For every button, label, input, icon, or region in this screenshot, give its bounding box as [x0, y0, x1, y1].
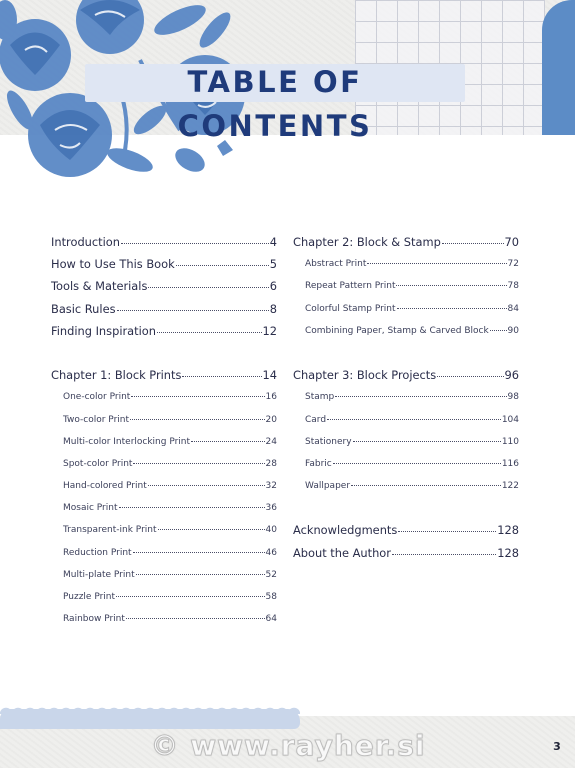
toc-entry-label: About the Author [293, 545, 391, 560]
toc-entry-page: 72 [507, 259, 519, 270]
toc-entry-label: Abstract Print [305, 259, 367, 270]
toc-entry-label: Colorful Stamp Print [305, 303, 396, 314]
toc-entry-stationery[interactable] [293, 431, 519, 453]
dot-leader [130, 411, 265, 419]
toc-entry-transparent-ink-print[interactable] [51, 519, 277, 541]
toc-entry-chapter-2-block-and-stamp[interactable] [293, 231, 519, 253]
toc-entry-page: 110 [501, 436, 519, 447]
dot-leader [157, 323, 262, 333]
watermark-text: © www.rayher.si [150, 729, 426, 762]
toc-entry-page: 16 [265, 392, 277, 403]
toc-entry-page: 40 [265, 525, 277, 536]
toc-entry-label: Stationery [305, 436, 352, 447]
dot-leader [398, 522, 496, 532]
toc-entry-label: Stamp [305, 392, 335, 403]
dot-leader [353, 434, 501, 442]
dot-leader [133, 456, 264, 464]
toc-entry-one-color-print[interactable] [51, 386, 277, 408]
dot-leader [133, 545, 265, 553]
toc-entry-label: Multi-plate Print [63, 569, 135, 580]
toc-entry-page: 90 [507, 325, 519, 336]
page-number: 3 [553, 740, 561, 753]
toc-entry-page: 116 [501, 458, 519, 469]
dot-leader [148, 278, 268, 288]
toc-left-column [51, 231, 277, 630]
toc-entry-page: 64 [265, 614, 277, 625]
toc-spacer [51, 342, 277, 364]
blue-edge-decoration [542, 0, 575, 135]
toc-entry-tools-and-materials[interactable] [51, 275, 277, 297]
dot-leader [442, 234, 504, 244]
toc-entry-rainbow-print[interactable] [51, 608, 277, 630]
toc-entry-fabric[interactable] [293, 453, 519, 475]
toc-entry-label: Puzzle Print [63, 592, 116, 602]
dot-leader [335, 389, 506, 397]
dot-leader [121, 234, 269, 244]
toc-entry-label: Combining Paper, Stamp & Carved Block [305, 325, 489, 336]
toc-entry-label: How to Use This Book [51, 257, 175, 272]
toc-entry-abstract-print[interactable] [293, 253, 519, 275]
dot-leader [182, 367, 261, 377]
toc-entry-label: Fabric [305, 458, 332, 469]
dot-leader [392, 544, 496, 554]
toc-entry-page: 78 [507, 281, 519, 292]
dot-leader [119, 500, 265, 508]
toc-entry-page: 58 [265, 592, 277, 602]
toc-entry-page: 70 [504, 235, 519, 249]
toc-entry-basic-rules[interactable] [51, 298, 277, 320]
dot-leader [397, 300, 507, 308]
toc-entry-page: 6 [269, 279, 277, 294]
dot-leader [126, 611, 265, 619]
toc-entry-label: Acknowledgments [293, 523, 398, 538]
toc-entry-label: Two-color Print [63, 414, 130, 425]
toc-entry-page: 20 [265, 414, 277, 425]
toc-entry-label: Mosaic Print [63, 503, 118, 514]
toc-entry-spot-color-print[interactable] [51, 453, 277, 475]
dot-leader [176, 256, 269, 266]
toc-entry-label: Introduction [51, 235, 120, 249]
toc-right-column [293, 231, 519, 564]
toc-entry-page: 128 [497, 523, 519, 538]
toc-entry-page: 84 [507, 303, 519, 314]
toc-entry-page: 46 [265, 547, 277, 558]
dot-leader [396, 278, 506, 286]
toc-entry-hand-colored-print[interactable] [51, 475, 277, 497]
toc-spacer [293, 342, 519, 364]
toc-entry-finding-inspiration[interactable] [51, 320, 277, 342]
page-title: TABLE OF CONTENTS [177, 65, 373, 143]
dot-leader [131, 389, 264, 397]
toc-entry-colorful-stamp-print[interactable] [293, 298, 519, 320]
toc-entry-label: Multi-color Interlocking Print [63, 436, 191, 447]
dot-leader [117, 300, 269, 310]
dot-leader [148, 478, 265, 486]
toc-entry-page: 36 [265, 503, 277, 514]
toc-entry-label: Rainbow Print [63, 614, 125, 625]
toc-entry-page: 96 [504, 368, 519, 383]
toc-entry-multi-plate-print[interactable] [51, 564, 277, 586]
toc-entry-stamp[interactable] [293, 386, 519, 408]
toc-entry-label: One-color Print [63, 392, 131, 403]
toc-entry-label: Spot-color Print [63, 458, 133, 469]
toc-entry-label: Tools & Materials [51, 279, 148, 294]
dot-leader [437, 367, 503, 377]
dot-leader [191, 434, 265, 442]
footer-blue-band [0, 709, 300, 729]
toc-entry-acknowledgments[interactable] [293, 519, 519, 541]
toc-entry-repeat-pattern-print[interactable] [293, 275, 519, 297]
dot-leader [351, 478, 501, 486]
toc-entry-page: 32 [265, 481, 277, 492]
toc-entry-label: Reduction Print [63, 547, 132, 558]
toc-entry-reduction-print[interactable] [51, 542, 277, 564]
toc-entry-two-color-print[interactable] [51, 409, 277, 431]
toc-entry-multi-color-interlocking-print[interactable] [51, 431, 277, 453]
toc-entry-label: Card [305, 414, 327, 425]
toc-entry-combining-paper-stamp-and-carved-block[interactable] [293, 320, 519, 342]
toc-entry-how-to-use-this-book[interactable] [51, 253, 277, 275]
toc-entry-page: 52 [265, 569, 277, 580]
toc-entry-label: Chapter 3: Block Projects [293, 368, 437, 383]
toc-entry-label: Chapter 2: Block & Stamp [293, 235, 441, 249]
toc-entry-page: 98 [507, 392, 519, 403]
dot-leader [136, 567, 265, 575]
toc-entry-label: Wallpaper [305, 481, 351, 492]
dot-leader [490, 323, 507, 331]
toc-entry-label: Repeat Pattern Print [305, 281, 396, 292]
toc-entry-page: 128 [497, 545, 519, 560]
dot-leader [116, 589, 265, 597]
toc-entry-introduction[interactable] [51, 231, 277, 253]
toc-entry-label: Hand-colored Print [63, 481, 147, 492]
toc-entry-mosaic-print[interactable] [51, 497, 277, 519]
toc-spacer [293, 497, 519, 519]
toc-entry-page: 122 [501, 481, 519, 492]
toc-entry-wallpaper[interactable] [293, 475, 519, 497]
toc-entry-label: Basic Rules [51, 301, 116, 316]
toc-entry-page: 14 [262, 368, 277, 383]
dot-leader [158, 522, 265, 530]
toc-entry-page: 5 [269, 257, 277, 272]
toc-entry-page: 12 [262, 323, 277, 338]
toc-entry-card[interactable] [293, 409, 519, 431]
dot-leader [333, 456, 501, 464]
toc-entry-page: 4 [269, 235, 277, 249]
toc-entry-page: 28 [265, 458, 277, 469]
toc-entry-about-the-author[interactable] [293, 542, 519, 564]
toc-entry-puzzle-print[interactable] [51, 586, 277, 608]
toc-entry-chapter-3-block-projects[interactable] [293, 364, 519, 386]
toc-entry-page: 24 [265, 436, 277, 447]
toc-entry-label: Transparent-ink Print [63, 525, 157, 536]
toc-entry-label: Chapter 1: Block Prints [51, 368, 182, 383]
toc-entry-label: Finding Inspiration [51, 323, 156, 338]
toc-entry-page: 104 [501, 414, 519, 425]
toc-entry-chapter-1-block-prints[interactable] [51, 364, 277, 386]
dot-leader [367, 256, 506, 264]
toc-entry-page: 8 [269, 301, 277, 316]
dot-leader [327, 411, 501, 419]
